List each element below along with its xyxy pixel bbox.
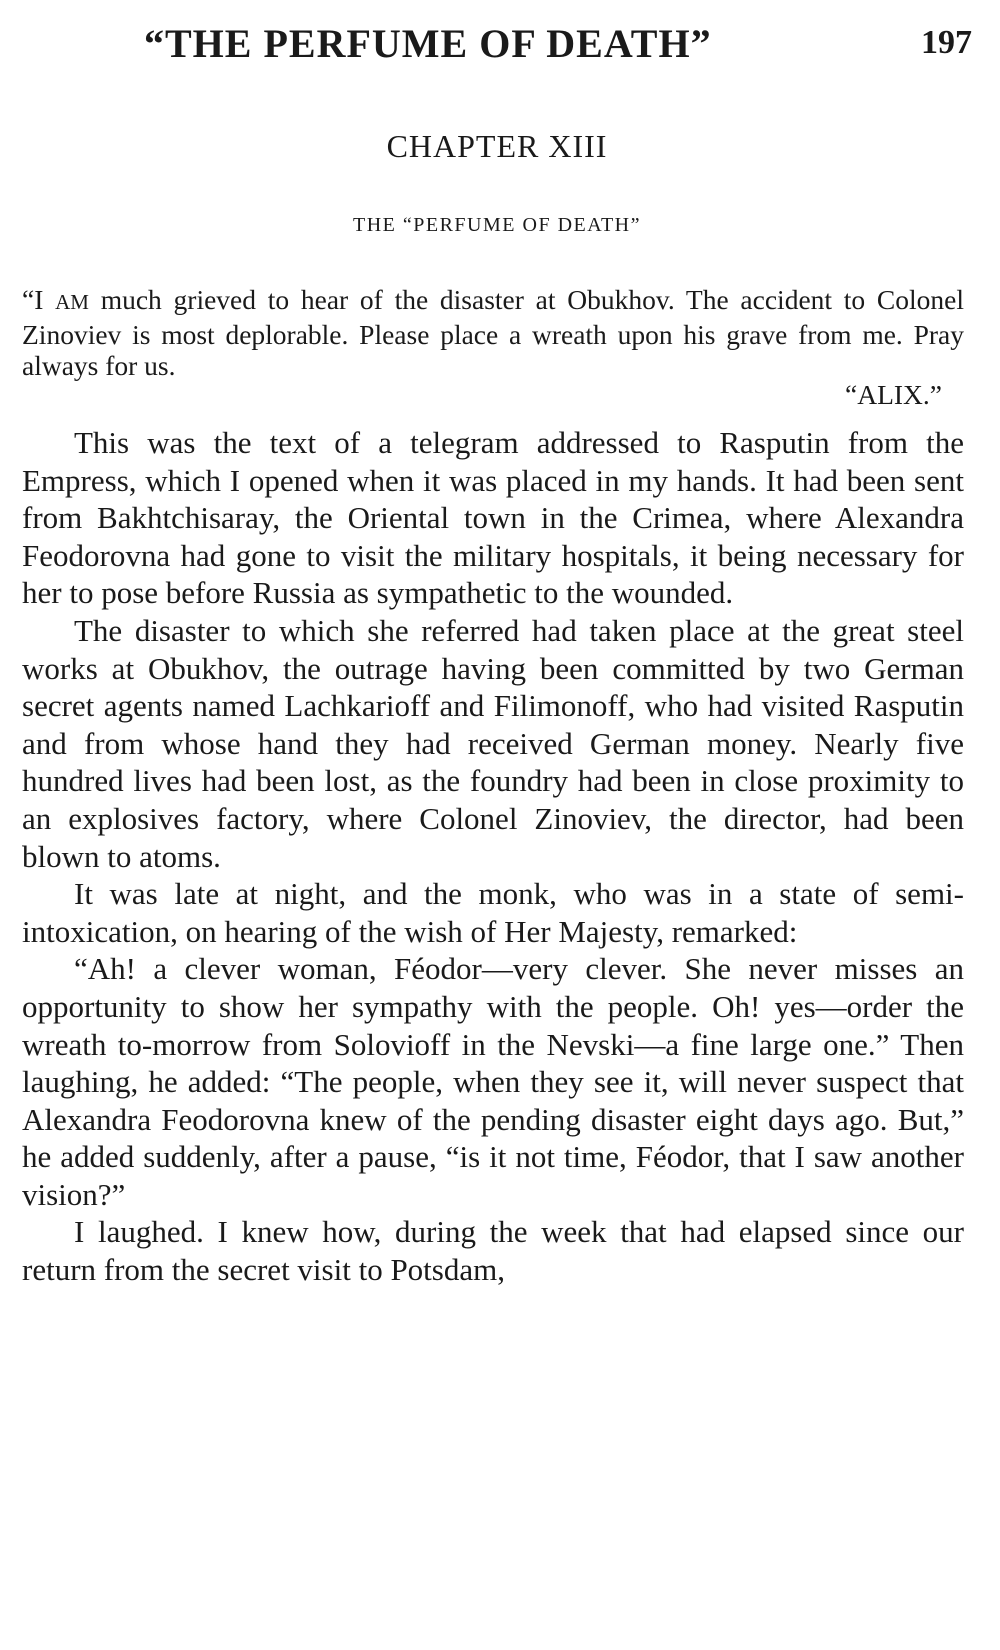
running-head	[22, 20, 972, 70]
paragraph: It was late at night, and the monk, who was in a state of semi-intoxication, on hearing of the wish of Her Majesty, remarked:	[22, 876, 964, 949]
telegram-quote	[22, 284, 964, 382]
chapter-heading: CHAPTER XIII	[386, 128, 608, 164]
telegram-small-caps: AM	[55, 290, 89, 314]
paragraph: I laughed. I knew how, during the week that had elapsed since our return from the secret visit to Potsdam,	[22, 1214, 964, 1288]
body-text	[22, 424, 964, 1289]
paragraph: This was the text of a telegram addressed to Rasputin from the Empress, which I opened when it was placed in my hands. It had been sent from Bakhtchisaray, the Oriental town in the Crimea, where Alexandra Feodorovna had gone to visit the military hospitals, it being necessary for her to pose before Russia as sympathetic to the wounded.	[22, 425, 964, 611]
telegram-signature: “ALIX.”	[845, 379, 942, 410]
chapter-subtitle: THE “PERFUME OF DEATH”	[353, 214, 641, 236]
telegram-text: much grieved to hear of the disaster at Obukhov. The accident to Colonel Zinoviev is most deplorable. Please place a wreath upon his grave from me. Pray always for us.	[22, 284, 964, 381]
running-title: “THE PERFUME OF DEATH”	[144, 21, 712, 66]
telegram-open-quote: “I	[22, 284, 56, 315]
paragraph: “Ah! a clever woman, Féodor—very clever. She never misses an opportunity to show her sympathy with the people. Oh! yes—order the wreath to-morrow from Solovioff in the Nevski—a fine large one.” Then laughing, he added: “The people, when they see it, will never suspect that Alexandra Feodorovna knew of the pending disaster eight days ago. But,” he added suddenly, after a pause, “is it not time, Féodor, that I saw another vision?”	[22, 951, 964, 1212]
paragraph: The disaster to which she referred had taken place at the great steel works at Obukhov, the outrage having been committed by two German secret agents named Lachkarioff and Filimonoff, who had visited Rasputin and from whose hand they had received German money. Nearly five hundred lives had been lost, as the foundry had been in close proximity to an explosives factory, where Colonel Zinoviev, the director, had been blown to atoms.	[22, 612, 964, 874]
page-number: 197	[921, 24, 972, 61]
